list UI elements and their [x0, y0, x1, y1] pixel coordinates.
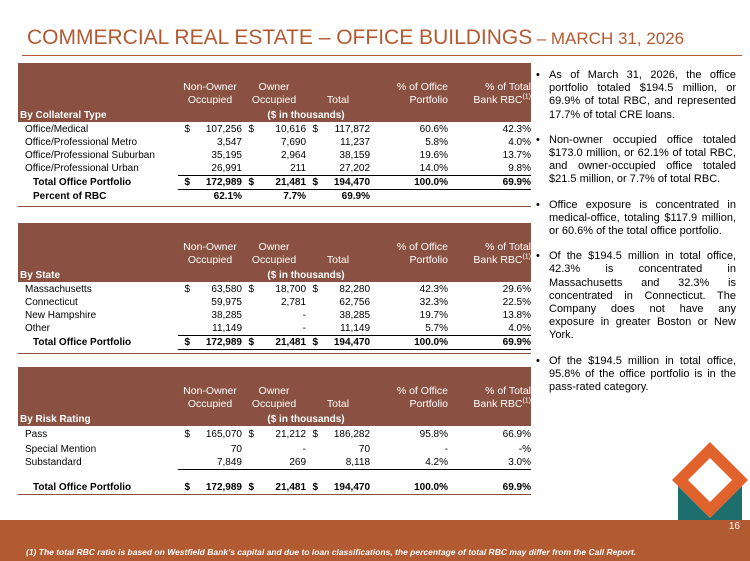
- table-header-row: [18, 367, 531, 414]
- title-date: – MARCH 31, 2026: [536, 29, 685, 48]
- title-divider: [22, 55, 742, 56]
- bullet-item: • Of the $194.5 million in total office, 42.3% is concentrated in Massachusetts and 32.3% is concentrated in Connecticut. The Company does not have any exposure in greater Boston or New York.: [536, 250, 736, 342]
- col-header-non-owner: Non-Owner Occupied: [178, 63, 242, 110]
- bullet-item: • Non-owner occupied office totaled $173.0 million, or 62.1% of total RBC, and owner-occupied office totaled $21.5 million, or 7.7% of total RBC.: [536, 133, 736, 186]
- col-header-pct-rbc: % of Total Bank RBC$^{(1)}$: [448, 223, 531, 270]
- page-number: 16: [728, 521, 740, 532]
- table-border: [18, 353, 531, 354]
- col-header-pct-rbc: % of Total Bank RBC$^{(1)}$: [448, 63, 531, 110]
- footnote: (1) The total RBC ratio is based on Westfield Bank’s capital and due to loan classifications, the percentage of total RBC may differ from the Call Report.: [26, 547, 637, 557]
- col-header-pct-rbc: % of Total Bank RBC$^{(1)}$: [448, 367, 531, 414]
- total-row: Total Office Portfolio $ 172,989 $ 21,481 $ 194,470 100.0% 69.9%: [33, 482, 532, 493]
- col-header-owner: Owner Occupied: [242, 223, 306, 270]
- page-title: [27, 26, 684, 50]
- col-header-non-owner: Non-Owner Occupied: [178, 367, 242, 414]
- company-logo-icon: [670, 438, 750, 524]
- col-header-total: Total: [306, 63, 370, 110]
- section-header-row: By Collateral Type ($ in thousands): [18, 110, 531, 123]
- col-header-owner: Owner Occupied: [242, 63, 306, 110]
- total-row: Total Office Portfolio $ 172,989 $ 21,481 $ 194,470 100.0% 69.9%: [33, 177, 532, 188]
- table-row: Office/Professional Metro 3,547 7,690 11,237 5.8% 4.0%: [25, 137, 532, 148]
- total-row: Total Office Portfolio $ 172,989 $ 21,481 $ 194,470 100.0% 69.9%: [33, 337, 532, 348]
- col-header-non-owner: Non-Owner Occupied: [178, 223, 242, 270]
- table-header-row: [18, 223, 531, 270]
- bullet-item: • As of March 31, 2026, the office portfolio totaled $194.5 million, or 69.9% of total RBC, and represented 17.7% of total CRE loans.: [536, 69, 736, 121]
- col-header-pct-portfolio: % of Office Portfolio: [370, 223, 448, 270]
- table-row: Office/Professional Urban 26,991 211 27,202 14.0% 9.8%: [25, 163, 532, 175]
- bullet-item: • Of the $194.5 million in total office, 95.8% of the office portfolio is in the pass-rated category.: [536, 354, 736, 394]
- table-row: Office/Medical $ 107,256 $ 10,616 $ 117,872 60.6% 42.3%: [25, 124, 532, 135]
- section-header-row: By Risk Rating ($ in thousands): [18, 414, 531, 427]
- col-header-total: Total: [306, 367, 370, 414]
- table-row: Special Mention 70 - 70 - -%: [25, 443, 532, 455]
- risk-rating-table: [18, 367, 531, 494]
- col-header-total: Total: [306, 223, 370, 270]
- state-table: [18, 223, 531, 350]
- table-row: Pass $ 165,070 $ 21,212 $ 186,282 95.8% 66.9%: [25, 429, 532, 441]
- table-row: Massachusetts $ 63,580 $ 18,700 $ 82,280 42.3% 29.6%: [25, 284, 532, 295]
- percent-rbc-row: Percent of RBC 62.1% 7.7% 69.9%: [33, 190, 371, 202]
- col-header-pct-portfolio: % of Office Portfolio: [370, 367, 448, 414]
- table-border: [18, 206, 531, 207]
- collateral-type-table: [18, 63, 531, 203]
- table-row: Connecticut 59,975 2,781 62,756 32.3% 22.5%: [25, 297, 532, 308]
- commentary-bullets: [536, 69, 736, 406]
- title-main: COMMERCIAL REAL ESTATE – OFFICE BUILDINGS: [27, 26, 533, 49]
- col-header-pct-portfolio: % of Office Portfolio: [370, 63, 448, 110]
- col-header-owner: Owner Occupied: [242, 367, 306, 414]
- table-border: [18, 494, 531, 495]
- section-header-row: By State ($ in thousands): [18, 270, 531, 283]
- table-row: New Hampshire 38,285 - 38,285 19.7% 13.8%: [25, 310, 532, 321]
- spacer-row: [18, 469, 531, 481]
- table-header-row: [18, 63, 531, 110]
- table-row: Office/Professional Suburban 35,195 2,964 38,159 19.6% 13.7%: [25, 150, 532, 161]
- bullet-item: • Office exposure is concentrated in medical-office, totaling $117.9 million, or 60.6% of the total office portfolio.: [536, 198, 736, 238]
- table-row: Other 11,149 - 11,149 5.7% 4.0%: [25, 323, 532, 335]
- table-row: Substandard 7,849 269 8,118 4.2% 3.0%: [25, 456, 532, 468]
